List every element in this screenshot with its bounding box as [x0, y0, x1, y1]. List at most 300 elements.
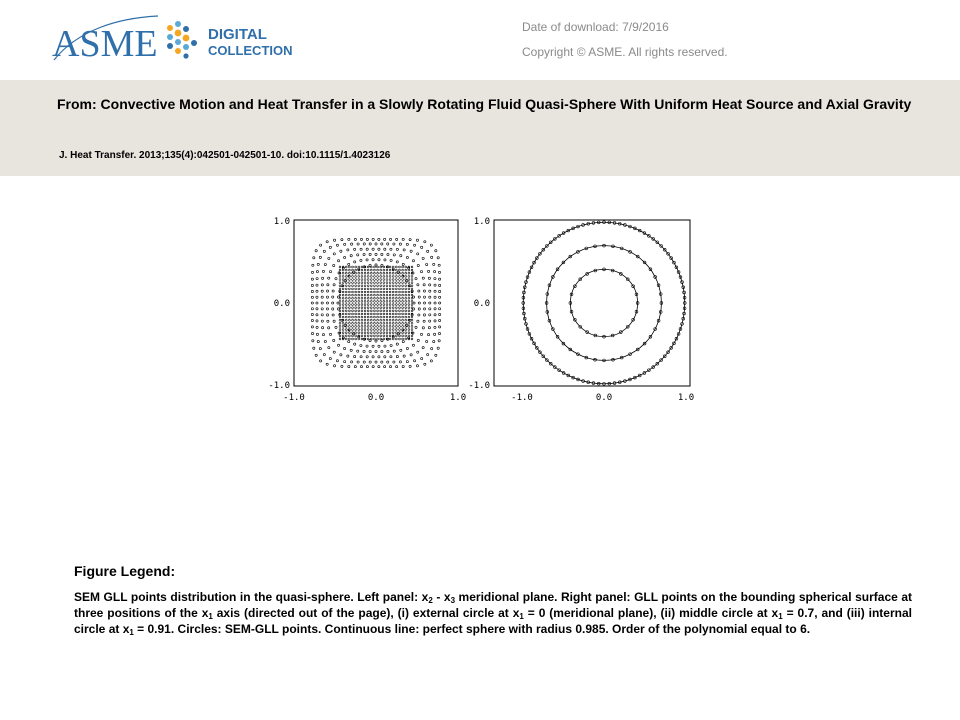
gll-point — [386, 335, 388, 337]
gll-point — [389, 297, 391, 299]
gll-point — [402, 238, 404, 240]
gll-point — [372, 248, 374, 250]
gll-point — [361, 272, 363, 274]
gll-point — [437, 257, 439, 259]
gll-point — [377, 269, 379, 271]
gll-point — [399, 294, 401, 296]
gll-point — [389, 332, 391, 334]
gll-point — [352, 335, 354, 337]
gll-point — [405, 285, 407, 287]
gll-point — [355, 319, 357, 321]
gll-point — [378, 356, 380, 358]
gll-point — [396, 261, 398, 263]
gll-point — [389, 366, 391, 368]
gll-point — [326, 363, 328, 365]
gll-point — [366, 356, 368, 358]
gll-point — [396, 366, 398, 368]
gll-point — [324, 340, 326, 342]
gll-point — [402, 291, 404, 293]
gll-point — [411, 319, 413, 321]
gll-point — [341, 365, 343, 367]
gll-point — [328, 327, 330, 329]
gll-point — [348, 338, 350, 340]
gll-point — [410, 354, 412, 356]
gll-point — [387, 253, 389, 255]
gll-point — [439, 278, 441, 280]
gll-point — [386, 297, 388, 299]
gll-point — [408, 332, 410, 334]
gll-point — [395, 266, 397, 268]
gll-point — [357, 254, 359, 256]
gll-point — [395, 269, 397, 271]
gll-point — [380, 335, 382, 337]
gll-point — [355, 288, 357, 290]
gll-point — [374, 322, 376, 324]
gll-point — [333, 339, 335, 341]
gll-point — [390, 248, 392, 250]
gll-point — [383, 329, 385, 331]
gll-point — [348, 332, 350, 334]
gll-point — [328, 347, 330, 349]
gll-point — [383, 288, 385, 290]
legend-text-part: = 0.91. Circles: SEM-GLL points. Continuous line: perfect sphere with radius 0.985. Order of the polynomial equal to 6. — [133, 622, 811, 636]
gll-point — [380, 326, 382, 328]
gll-point — [355, 322, 357, 324]
gll-point — [347, 355, 349, 357]
gll-point — [364, 275, 366, 277]
gll-point — [339, 285, 341, 287]
gll-point — [395, 313, 397, 315]
gll-point — [399, 322, 401, 324]
gll-point — [411, 304, 413, 306]
gll-point — [427, 270, 429, 272]
gll-point — [358, 326, 360, 328]
gll-point — [311, 319, 313, 321]
gll-point — [405, 316, 407, 318]
gll-point — [364, 291, 366, 293]
gll-point — [367, 279, 369, 281]
gll-point — [422, 257, 424, 259]
gll-point — [360, 356, 362, 358]
gll-point — [361, 326, 363, 328]
gll-point — [389, 238, 391, 240]
gll-point — [370, 329, 372, 331]
gll-point — [405, 297, 407, 299]
gll-point — [345, 316, 347, 318]
gll-point — [392, 319, 394, 321]
gll-point — [361, 329, 363, 331]
gll-point — [428, 327, 430, 329]
gll-point — [319, 256, 321, 258]
gll-point — [392, 316, 394, 318]
gll-point — [417, 253, 419, 255]
gll-point — [364, 288, 366, 290]
gll-point — [393, 243, 395, 245]
gll-point — [345, 332, 347, 334]
gll-point — [316, 277, 318, 279]
gll-point — [383, 279, 385, 281]
gll-point — [374, 282, 376, 284]
gll-point — [339, 288, 341, 290]
gll-point — [383, 313, 385, 315]
gll-point — [374, 304, 376, 306]
gll-point — [413, 244, 415, 246]
gll-point — [329, 333, 331, 335]
gll-point — [348, 307, 350, 309]
gll-point — [367, 272, 369, 274]
left-panel-plot — [268, 217, 466, 403]
gll-point — [355, 338, 357, 340]
gll-point — [361, 297, 363, 299]
gll-point — [405, 335, 407, 337]
gll-point — [422, 327, 424, 329]
gll-point — [392, 313, 394, 315]
gll-point — [333, 365, 335, 367]
gll-point — [361, 304, 363, 306]
gll-point — [345, 294, 347, 296]
gll-point — [424, 241, 426, 243]
gll-point — [411, 338, 413, 340]
gll-point — [355, 275, 357, 277]
gll-point — [367, 269, 369, 271]
gll-point — [380, 301, 382, 303]
gll-point — [322, 327, 324, 329]
gll-point — [327, 320, 329, 322]
gll-point — [345, 322, 347, 324]
gll-point — [345, 307, 347, 309]
gll-point — [405, 322, 407, 324]
gll-point — [361, 301, 363, 303]
gll-point — [339, 326, 341, 328]
gll-point — [337, 302, 339, 304]
gll-point — [321, 308, 323, 310]
gll-point — [345, 297, 347, 299]
gll-point — [410, 250, 412, 252]
gll-point — [395, 335, 397, 337]
gll-point — [380, 282, 382, 284]
gll-point — [402, 310, 404, 312]
gll-point — [367, 338, 369, 340]
gll-point — [389, 335, 391, 337]
gll-point — [364, 285, 366, 287]
gll-point — [363, 350, 365, 352]
gll-point — [348, 322, 350, 324]
gll-point — [380, 297, 382, 299]
gll-point — [352, 266, 354, 268]
gll-point — [380, 285, 382, 287]
gll-point — [383, 291, 385, 293]
gll-point — [361, 285, 363, 287]
gll-point — [355, 285, 357, 287]
gll-point — [342, 307, 344, 309]
gll-point — [348, 238, 350, 240]
gll-point — [389, 304, 391, 306]
gll-point — [380, 332, 382, 334]
gll-point — [399, 297, 401, 299]
gll-point — [429, 290, 431, 292]
gll-point — [377, 294, 379, 296]
gll-point — [348, 263, 350, 265]
gll-point — [348, 316, 350, 318]
gll-point — [367, 313, 369, 315]
gll-point — [361, 316, 363, 318]
gll-point — [370, 335, 372, 337]
gll-point — [316, 296, 318, 298]
gll-point — [389, 294, 391, 296]
gll-point — [360, 248, 362, 250]
gll-point — [415, 326, 417, 328]
gll-point — [386, 326, 388, 328]
gll-point — [430, 360, 432, 362]
gll-point — [360, 259, 362, 261]
gll-point — [406, 243, 408, 245]
gll-point — [389, 329, 391, 331]
gll-point — [311, 296, 313, 298]
gll-point — [399, 361, 401, 363]
gll-point — [402, 322, 404, 324]
gll-point — [370, 316, 372, 318]
gll-point — [370, 319, 372, 321]
gll-point — [333, 284, 335, 286]
gll-point — [342, 288, 344, 290]
gll-point — [400, 349, 402, 351]
gll-point — [367, 304, 369, 306]
gll-point — [439, 308, 441, 310]
gll-point — [392, 294, 394, 296]
right-xtick-mid: 0.0 — [595, 393, 613, 403]
gll-point — [408, 313, 410, 315]
gll-point — [361, 291, 363, 293]
gll-point — [399, 310, 401, 312]
gll-point — [355, 297, 357, 299]
gll-point — [339, 275, 341, 277]
gll-point — [337, 308, 339, 310]
gll-point — [360, 344, 362, 346]
gll-point — [336, 360, 338, 362]
gll-point — [361, 279, 363, 281]
gll-point — [354, 366, 356, 368]
gll-point — [439, 284, 441, 286]
gll-point — [420, 333, 422, 335]
gll-point — [348, 279, 350, 281]
legend-text-part: SEM GLL points distribution in the quasi-sphere. Left panel: x — [74, 590, 429, 604]
gll-point — [370, 322, 372, 324]
gll-point — [311, 284, 313, 286]
logo-asme-text: ASME — [52, 23, 158, 65]
gll-point — [377, 291, 379, 293]
gll-point — [374, 266, 376, 268]
gll-point — [402, 282, 404, 284]
gll-point — [339, 310, 341, 312]
gll-point — [342, 279, 344, 281]
gll-point — [415, 278, 417, 280]
gll-point — [383, 266, 385, 268]
gll-point — [319, 348, 321, 350]
gll-point — [370, 301, 372, 303]
gll-point — [405, 329, 407, 331]
gll-point — [364, 329, 366, 331]
gll-point — [358, 313, 360, 315]
gll-point — [423, 290, 425, 292]
gll-point — [375, 253, 377, 255]
gll-point — [402, 335, 404, 337]
gll-point — [316, 271, 318, 273]
gll-point — [377, 322, 379, 324]
gll-point — [374, 288, 376, 290]
gll-point — [400, 255, 402, 257]
gll-point — [320, 244, 322, 246]
gll-point — [364, 307, 366, 309]
gll-point — [361, 338, 363, 340]
gll-point — [378, 345, 380, 347]
gll-point — [381, 361, 383, 363]
gll-point — [344, 243, 346, 245]
gll-point — [408, 326, 410, 328]
gll-point — [352, 288, 354, 290]
gll-point — [316, 308, 318, 310]
gll-point — [389, 338, 391, 340]
gll-point — [355, 313, 357, 315]
sphere-circle-line — [547, 246, 662, 361]
gll-point — [361, 307, 363, 309]
gll-point — [411, 269, 413, 271]
gll-point — [344, 361, 346, 363]
gll-point — [322, 270, 324, 272]
gll-point — [352, 338, 354, 340]
gll-point — [372, 238, 374, 240]
gll-point — [321, 284, 323, 286]
gll-point — [352, 326, 354, 328]
gll-point — [342, 282, 344, 284]
legend-subscript: 1 — [778, 612, 783, 621]
left-ytick-bottom: -1.0 — [268, 381, 290, 391]
gll-point — [369, 339, 371, 341]
gll-point — [358, 310, 360, 312]
gll-point — [374, 272, 376, 274]
gll-point — [405, 282, 407, 284]
gll-point — [386, 332, 388, 334]
gll-point — [408, 310, 410, 312]
gll-point — [360, 366, 362, 368]
gll-point — [348, 301, 350, 303]
gll-point — [327, 284, 329, 286]
gll-point — [383, 304, 385, 306]
gll-point — [361, 269, 363, 271]
gll-point — [352, 316, 354, 318]
sphere-circle-line — [523, 222, 685, 384]
figure-legend-heading: Figure Legend: — [74, 563, 176, 579]
gll-point — [377, 301, 379, 303]
gll-point — [393, 361, 395, 363]
gll-point — [342, 275, 344, 277]
gll-point — [342, 297, 344, 299]
legend-text-part: meridional plane. Right panel: GLL points on the bounding spherical surface at three positions of the x — [74, 590, 912, 620]
gll-point — [339, 329, 341, 331]
gll-point — [366, 366, 368, 368]
gll-point — [361, 310, 363, 312]
gll-point — [389, 279, 391, 281]
gll-point — [316, 284, 318, 286]
gll-point — [417, 284, 419, 286]
gll-point — [374, 275, 376, 277]
gll-point — [375, 340, 377, 342]
right-ytick-bottom: -1.0 — [468, 381, 490, 391]
gll-point — [439, 326, 441, 328]
gll-point — [337, 344, 339, 346]
gll-point — [375, 350, 377, 352]
gll-point — [392, 310, 394, 312]
gll-point — [411, 294, 413, 296]
gll-point — [380, 269, 382, 271]
gll-point — [355, 301, 357, 303]
gll-point — [339, 319, 341, 321]
gll-point — [344, 347, 346, 349]
gll-point — [402, 307, 404, 309]
gll-point — [370, 294, 372, 296]
gll-point — [348, 288, 350, 290]
gll-point — [396, 248, 398, 250]
asme-digital-collection-logo[interactable] — [48, 10, 328, 70]
gll-point — [367, 297, 369, 299]
gll-point — [313, 257, 315, 259]
gll-point — [384, 238, 386, 240]
gll-point — [337, 296, 339, 298]
gll-point — [358, 322, 360, 324]
gll-point — [383, 275, 385, 277]
gll-point — [339, 338, 341, 340]
gll-point — [389, 282, 391, 284]
gll-point — [358, 272, 360, 274]
gll-point — [395, 338, 397, 340]
gll-point — [402, 341, 404, 343]
gll-point — [399, 291, 401, 293]
gll-point — [408, 294, 410, 296]
gll-point — [348, 285, 350, 287]
gll-point — [399, 301, 401, 303]
gll-point — [354, 248, 356, 250]
gll-point — [339, 316, 341, 318]
gll-point — [405, 332, 407, 334]
gll-point — [423, 320, 425, 322]
gll-point — [316, 320, 318, 322]
gll-point — [311, 302, 313, 304]
gll-point — [355, 316, 357, 318]
gll-point — [434, 308, 436, 310]
gll-point — [377, 304, 379, 306]
gll-point — [323, 354, 325, 356]
gll-point — [369, 350, 371, 352]
gll-point — [384, 345, 386, 347]
gll-point — [438, 332, 440, 334]
gll-point — [370, 307, 372, 309]
gll-point — [378, 238, 380, 240]
gll-point — [408, 329, 410, 331]
gll-point — [358, 319, 360, 321]
gll-point — [389, 310, 391, 312]
figure-image — [258, 206, 708, 406]
gll-point — [395, 291, 397, 293]
gll-point — [364, 313, 366, 315]
gll-point — [348, 304, 350, 306]
gll-point — [358, 301, 360, 303]
gll-point — [352, 285, 354, 287]
gll-point — [392, 275, 394, 277]
gll-point — [322, 334, 324, 336]
left-xtick-right: 1.0 — [449, 393, 467, 403]
gll-point — [329, 271, 331, 273]
gll-point — [418, 308, 420, 310]
gll-point — [396, 238, 398, 240]
